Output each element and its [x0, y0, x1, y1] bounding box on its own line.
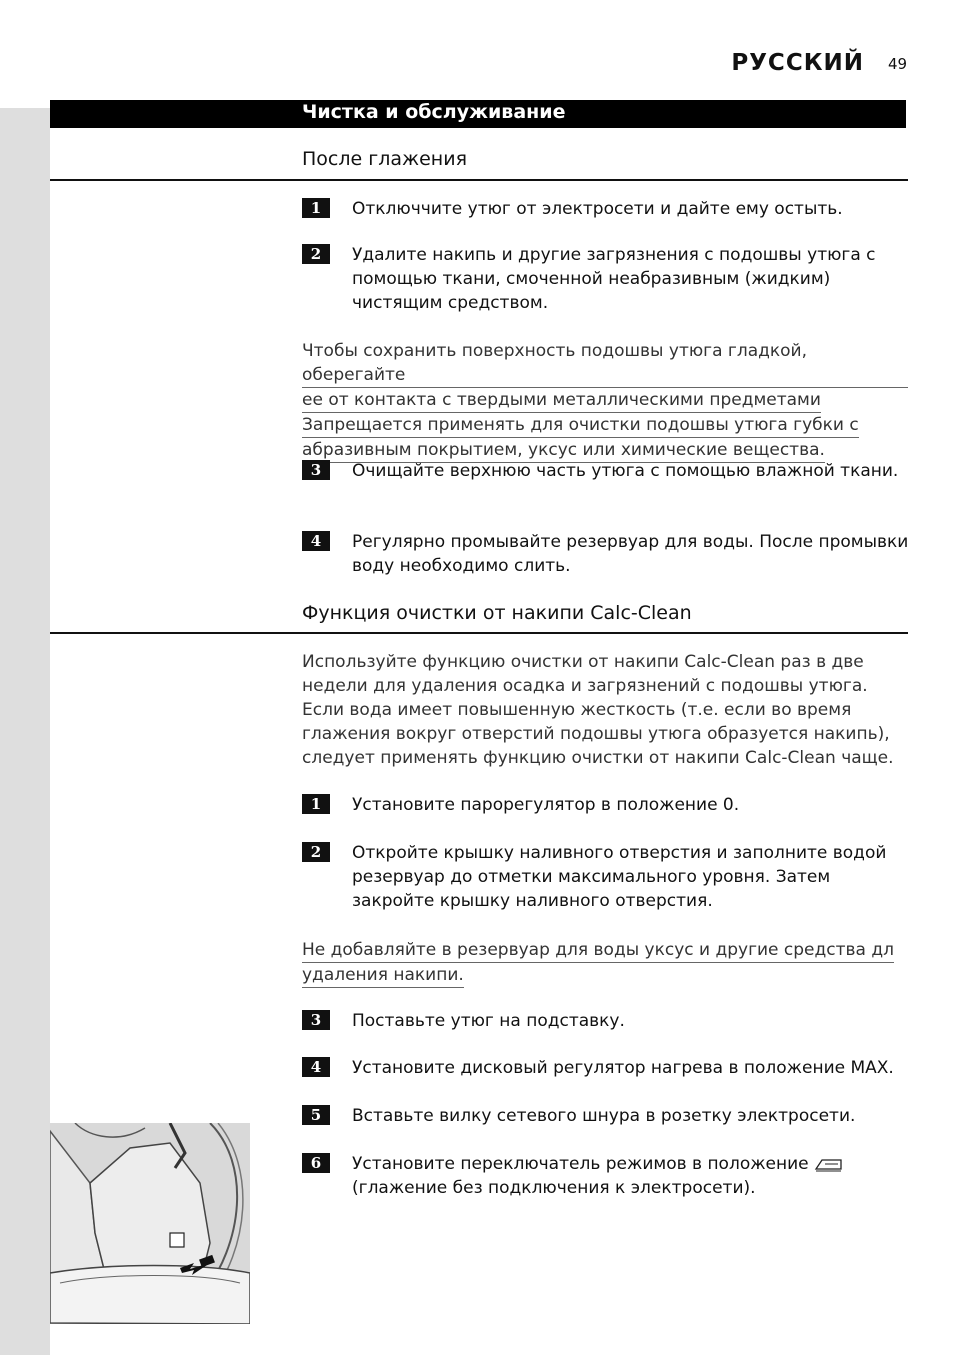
step-number: 4 [302, 1057, 330, 1077]
note-line: абразивным покрытием, уксус или химические вещества. [302, 438, 825, 463]
step-number: 3 [302, 460, 330, 480]
note-line: удаления накипи. [302, 963, 464, 988]
page-number: 49 [888, 55, 908, 73]
note-line: ее от контакта с твердыми металлическими предметами [302, 388, 821, 413]
step-number: 3 [302, 1010, 330, 1030]
heading-calc-clean: Функция очистки от накипи Calc-Clean [302, 602, 692, 624]
heading-rule [50, 632, 908, 634]
language-label: РУССКИЙ [731, 50, 864, 76]
step-number: 2 [302, 842, 330, 862]
step-text: Очищайте верхнюю часть утюга с помощью влажной ткани. [352, 461, 899, 481]
step-number: 4 [302, 531, 330, 551]
section-title-bar [50, 100, 906, 128]
heading-rule [50, 179, 908, 181]
step-number: 6 [302, 1153, 330, 1173]
note-line: Запрещается применять для очистки подошвы утюга губки с [302, 413, 859, 438]
callout-pointer [250, 1149, 275, 1179]
note-line: Не добавляйте в резервуар для воды уксус и другие средства дл [302, 938, 894, 963]
step-text: Отключчите утюг от электросети и дайте ему остыть. [352, 199, 843, 219]
intro-paragraph: Используйте функцию очистки от накипи Calc-Clean раз в две недели для удаления осадка и загрязнений с подошвы утюга. Если вода имеет повышенную жесткость (т.е. если во время глажения вокруг отверстий подошвы утюга образуется накипь), следует применять функцию очистки от накипи Calc-Clean чаще. [302, 652, 894, 768]
note-block [302, 339, 908, 463]
step-text: Установите парорегулятор в положение 0. [352, 795, 740, 815]
step-number: 5 [302, 1105, 330, 1125]
step-number: 1 [302, 198, 330, 218]
step-text-part: Установите переключатель режимов в положение [352, 1154, 809, 1174]
step-text: Откройте крышку наливного отверстия и заполните водой резервуар до отметки максимального уровня. Затем закройте крышку наливного отверстия. [352, 843, 887, 911]
cordless-iron-mode-icon [814, 1156, 844, 1172]
note-block [302, 938, 908, 988]
step-text: Удалите накипь и другие загрязнения с подошвы утюга с помощью ткани, смоченной неабразивным (жидким) чистящим средством. [352, 245, 876, 313]
step-text: Вставьте вилку сетевого шнура в розетку электросети. [352, 1106, 856, 1126]
step-number: 1 [302, 794, 330, 814]
note-line: Чтобы сохранить поверхность подошвы утюга гладкой, оберегайте [302, 339, 908, 388]
iron-stand-drawing [50, 1123, 250, 1324]
step-text: Установите дисковый регулятор нагрева в положение MAX. [352, 1058, 894, 1078]
step-text: Поставьте утюг на подставку. [352, 1011, 625, 1031]
section-title: Чистка и обслуживание [302, 101, 566, 123]
step-text [352, 1152, 910, 1200]
step-text: Регулярно промывайте резервуар для воды. После промывки воду необходимо слить. [352, 532, 909, 576]
step-number: 2 [302, 244, 330, 264]
step-text-part: (глажение без подключения к электросети). [352, 1178, 756, 1198]
heading-after-ironing: После глажения [302, 148, 468, 170]
iron-base-illustration [50, 1123, 250, 1324]
